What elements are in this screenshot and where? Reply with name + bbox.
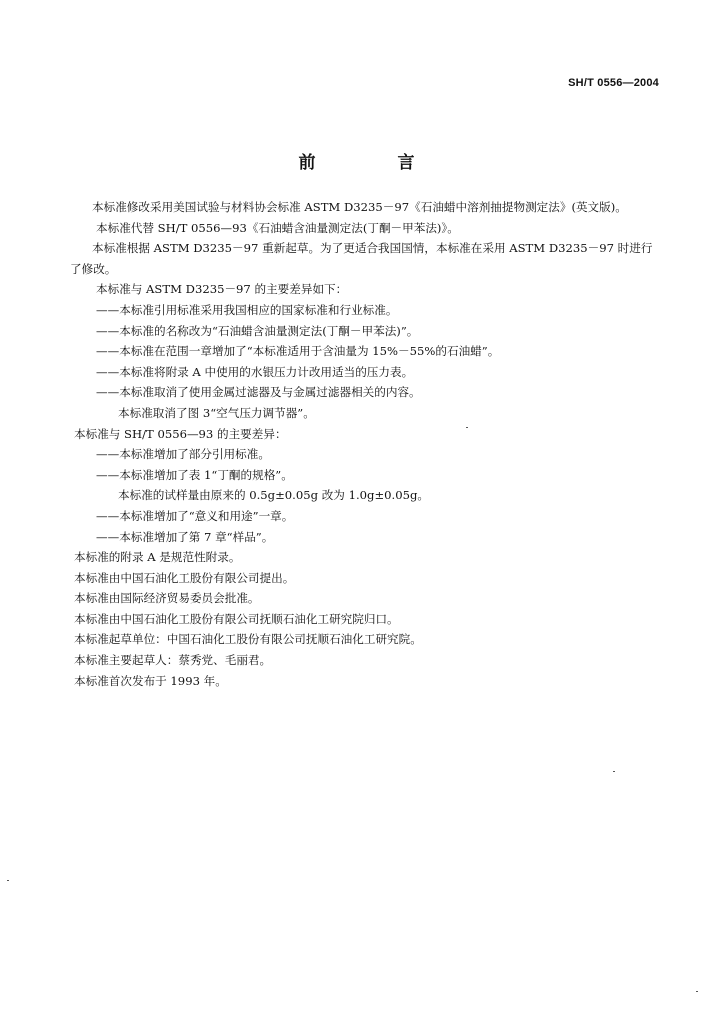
list-item: ——本标准在范围一章增加了“本标准适用于含油量为 15%－55%的石油蜡”。	[96, 344, 500, 359]
list-item: 本标准取消了图 3“空气压力调节器”。	[118, 405, 315, 420]
list-item: ——本标准增加了表 1“丁酮的规格”。	[96, 467, 293, 482]
scan-speck	[7, 880, 9, 881]
list-item: 本标准的试样量由原来的 0.5g±0.05g 改为 1.0g±0.05g。	[118, 488, 429, 503]
paragraph-first-issued: 本标准首次发布于 1993 年。	[74, 673, 227, 688]
list-item: ——本标准的名称改为“石油蜡含油量测定法(丁酮－甲苯法)”。	[96, 323, 419, 338]
list-item: ——本标准将附录 A 中使用的水银压力计改用适当的压力表。	[96, 364, 414, 379]
list-item: ——本标准取消了使用金属过滤器及与金属过滤器相关的内容。	[96, 385, 421, 400]
standard-code: SH/T 0556—2004	[568, 77, 659, 89]
paragraph-replaces: 本标准代替 SH/T 0556—93《石油蜡含油量测定法(丁酮－甲苯法)》。	[96, 220, 459, 235]
paragraph-centralized-by: 本标准由中国石油化工股份有限公司抚顺石油化工研究院归口。	[74, 611, 399, 626]
paragraph-proposed-by: 本标准由中国石油化工股份有限公司提出。	[74, 570, 295, 585]
scan-speck	[613, 771, 615, 772]
foreword-body	[70, 197, 664, 691]
paragraph-drafting-basis: 本标准根据 ASTM D3235－97 重新起草。为了更适合我国国情，本标准在采用 ASTM D3235－97 时进行了修改。	[70, 241, 653, 276]
paragraph-differences-sh-heading: 本标准与 SH/T 0556—93 的主要差异：	[74, 426, 287, 441]
paragraph-annex: 本标准的附录 A 是规范性附录。	[74, 550, 241, 565]
paragraph-adoption: 本标准修改采用美国试验与材料协会标准 ASTM D3235－97《石油蜡中溶剂抽提物测定法》(英文版)。	[92, 200, 627, 214]
scan-speck	[696, 991, 698, 992]
list-item: ——本标准增加了部分引用标准。	[96, 447, 270, 462]
list-item: ——本标准增加了“意义和用途”一章。	[96, 508, 294, 523]
page-title: 前 言	[298, 153, 453, 173]
paragraph-drafters: 本标准主要起草人：蔡秀党、毛丽君。	[74, 653, 272, 668]
scan-speck	[466, 427, 468, 428]
paragraph-differences-astm-heading: 本标准与 ASTM D3235－97 的主要差异如下：	[96, 282, 348, 297]
paragraph-drafting-unit: 本标准起草单位：中国石油化工股份有限公司抚顺石油化工研究院。	[74, 632, 422, 647]
list-item: ——本标准引用标准采用我国相应的国家标准和行业标准。	[96, 302, 398, 317]
paragraph-approved-by: 本标准由国际经济贸易委员会批准。	[74, 591, 260, 606]
list-item: ——本标准增加了第 7 章“样品”。	[96, 529, 274, 544]
